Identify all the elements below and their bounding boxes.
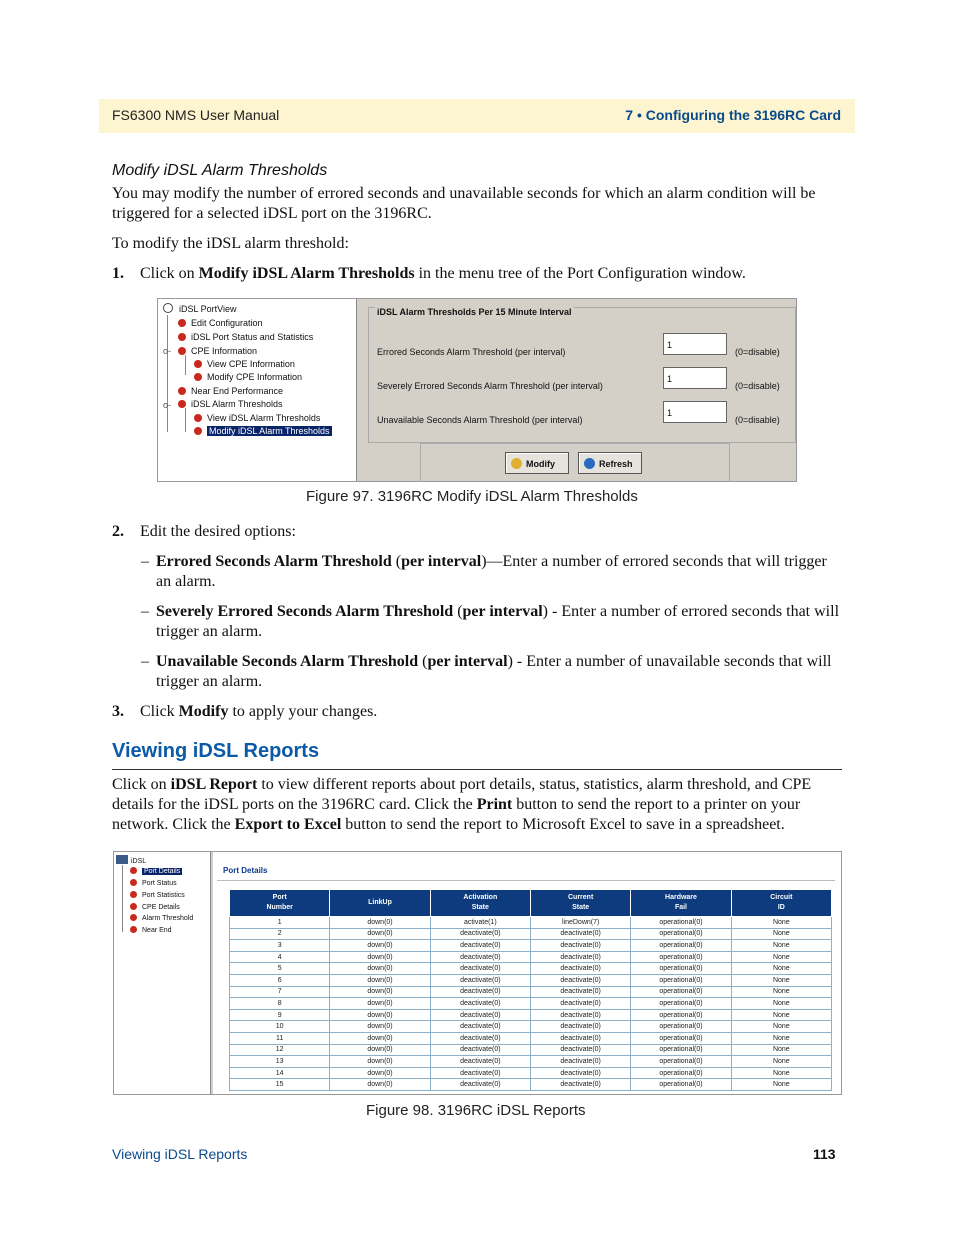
table-cell: None	[731, 963, 831, 975]
table-cell: operational(0)	[631, 963, 731, 975]
refresh-icon	[584, 458, 595, 469]
col-header: Hardware Fail	[631, 890, 731, 917]
table-row	[230, 1056, 832, 1068]
tree-root-label: iDSL PortView	[179, 304, 237, 314]
tree-root	[163, 303, 237, 314]
table-row	[230, 998, 832, 1010]
table-cell: deactivate(0)	[530, 1079, 630, 1091]
table-cell: deactivate(0)	[430, 998, 530, 1010]
col-header: LinkUp	[330, 890, 430, 917]
tree-item-near-end[interactable]: Near End Performance	[178, 386, 283, 396]
step-text: Edit the desired options:	[140, 523, 296, 540]
button-bar	[420, 443, 730, 482]
table-row	[230, 917, 832, 929]
table-cell: operational(0)	[631, 928, 731, 940]
tree-item-port-statistics[interactable]: Port Statistics	[130, 891, 185, 899]
table-cell: deactivate(0)	[530, 986, 630, 998]
arrow-icon	[194, 414, 202, 422]
table-cell: deactivate(0)	[530, 1044, 630, 1056]
arrow-icon	[194, 373, 202, 381]
tree-item-port-status[interactable]: iDSL Port Status and Statistics	[178, 332, 313, 342]
table-cell: None	[731, 917, 831, 929]
option-text: Errored Seconds Alarm Threshold (per interval)—Enter a number of errored seconds that will trigger an alarm.	[156, 553, 827, 590]
arrow-icon	[130, 891, 137, 898]
table-cell: deactivate(0)	[430, 1079, 530, 1091]
table-cell: deactivate(0)	[530, 928, 630, 940]
table-cell: None	[731, 1032, 831, 1044]
tree-item-view-thresholds[interactable]: View iDSL Alarm Thresholds	[194, 413, 320, 423]
step-text-bold: Modify iDSL Alarm Thresholds	[198, 265, 415, 282]
step-text-post: in the menu tree of the Port Configuration window.	[414, 265, 746, 282]
menu-tree	[158, 299, 357, 481]
modify-icon	[511, 458, 522, 469]
table-row	[230, 928, 832, 940]
table-cell: operational(0)	[631, 1044, 731, 1056]
disable-hint: (0=disable)	[735, 415, 780, 425]
table-cell: None	[731, 1044, 831, 1056]
table-cell: deactivate(0)	[530, 1032, 630, 1044]
table-row	[230, 940, 832, 952]
idsl-icon	[116, 855, 128, 864]
tree-item-cpe-information[interactable]: CPE Information	[178, 346, 257, 356]
table-cell: deactivate(0)	[530, 998, 630, 1010]
section-divider	[112, 769, 842, 770]
arrow-icon	[178, 400, 186, 408]
table-cell: 5	[230, 963, 330, 975]
table-cell: down(0)	[330, 1044, 430, 1056]
table-cell: down(0)	[330, 1056, 430, 1068]
figure-97-caption: Figure 97. 3196RC Modify iDSL Alarm Thresholds	[306, 488, 638, 505]
report-tree	[114, 852, 211, 1094]
table-cell: down(0)	[330, 1021, 430, 1033]
table-cell: down(0)	[330, 928, 430, 940]
tree-item-alarm-thresholds[interactable]: iDSL Alarm Thresholds	[178, 399, 283, 409]
table-cell: operational(0)	[631, 974, 731, 986]
table-cell: 3	[230, 940, 330, 952]
step-number: 3.	[112, 703, 124, 720]
col-header: Activation State	[430, 890, 530, 917]
footer-section-title: Viewing iDSL Reports	[112, 1146, 248, 1162]
table-cell: down(0)	[330, 963, 430, 975]
panel-title: iDSL Alarm Thresholds Per 15 Minute Interval	[377, 307, 572, 317]
unavailable-seconds-label: Unavailable Seconds Alarm Threshold (per interval)	[377, 415, 583, 425]
tree-item-alarm-threshold[interactable]: Alarm Threshold	[130, 914, 193, 922]
table-cell: 9	[230, 1009, 330, 1021]
table-row	[230, 951, 832, 963]
tree-item-modify-thresholds[interactable]: Modify iDSL Alarm Thresholds	[194, 426, 332, 436]
table-cell: operational(0)	[631, 1067, 731, 1079]
table-cell: operational(0)	[631, 986, 731, 998]
table-cell: down(0)	[330, 1009, 430, 1021]
step-number: 2.	[112, 523, 124, 540]
arrow-icon	[130, 867, 137, 874]
step-text-pre: Click on	[140, 265, 199, 282]
dash: –	[141, 653, 149, 670]
tree-item-edit-configuration[interactable]: Edit Configuration	[178, 318, 263, 328]
table-cell: deactivate(0)	[430, 1032, 530, 1044]
table-cell: operational(0)	[631, 1021, 731, 1033]
table-cell: activate(1)	[430, 917, 530, 929]
table-cell: 7	[230, 986, 330, 998]
table-row	[230, 1021, 832, 1033]
table-row	[230, 1044, 832, 1056]
errored-seconds-input[interactable]: 1	[663, 333, 727, 355]
report-title: Port Details	[223, 866, 268, 875]
page-header	[99, 99, 855, 133]
table-cell: deactivate(0)	[430, 928, 530, 940]
manual-title: FS6300 NMS User Manual	[112, 107, 280, 123]
table-cell: 13	[230, 1056, 330, 1068]
col-header: Port Number	[230, 890, 330, 917]
table-cell: None	[731, 1009, 831, 1021]
table-header-row	[230, 890, 832, 917]
arrow-icon	[194, 360, 202, 368]
intro-paragraph: You may modify the number of errored seconds and unavailable seconds for which an alarm condition will be triggered for a selected iDSL port on the 3196RC.	[112, 185, 816, 222]
expand-icon[interactable]: o-	[163, 346, 172, 356]
table-cell: deactivate(0)	[530, 940, 630, 952]
table-cell: deactivate(0)	[530, 963, 630, 975]
table-cell: deactivate(0)	[530, 1021, 630, 1033]
page-number: 113	[813, 1146, 836, 1162]
arrow-icon	[130, 903, 137, 910]
table-cell: 14	[230, 1067, 330, 1079]
subsection-title: Modify iDSL Alarm Thresholds	[112, 162, 328, 179]
arrow-icon	[130, 926, 137, 933]
table-cell: 12	[230, 1044, 330, 1056]
table-cell: down(0)	[330, 951, 430, 963]
dash: –	[141, 603, 149, 620]
step-text	[140, 264, 840, 284]
tree-item-cpe-details[interactable]: CPE Details	[130, 903, 180, 911]
table-cell: None	[731, 1067, 831, 1079]
table-cell: None	[731, 974, 831, 986]
table-cell: down(0)	[330, 1032, 430, 1044]
table-cell: deactivate(0)	[430, 963, 530, 975]
table-cell: deactivate(0)	[430, 1067, 530, 1079]
unavailable-seconds-input[interactable]: 1	[663, 401, 727, 423]
table-cell: down(0)	[330, 986, 430, 998]
tree-item-near-end[interactable]: Near End	[130, 926, 172, 934]
tree-item-view-cpe[interactable]: View CPE Information	[194, 359, 295, 369]
expand-icon[interactable]: o-	[163, 400, 172, 410]
table-cell: 4	[230, 951, 330, 963]
chapter-title: 7 • Configuring the 3196RC Card	[625, 107, 841, 123]
table-cell: None	[731, 928, 831, 940]
table-cell: deactivate(0)	[530, 1067, 630, 1079]
table-cell: None	[731, 940, 831, 952]
tree-item-port-status[interactable]: Port Status	[130, 879, 177, 887]
table-cell: down(0)	[330, 917, 430, 929]
table-cell: down(0)	[330, 1079, 430, 1091]
arrow-icon	[130, 914, 137, 921]
errored-seconds-label: Errored Seconds Alarm Threshold (per interval)	[377, 347, 566, 357]
refresh-button[interactable]: Refresh	[578, 452, 642, 474]
arrow-icon	[130, 879, 137, 886]
table-cell: operational(0)	[631, 1032, 731, 1044]
table-cell: 1	[230, 917, 330, 929]
table-cell: None	[731, 1079, 831, 1091]
table-row	[230, 1067, 832, 1079]
table-cell: deactivate(0)	[430, 1009, 530, 1021]
table-cell: deactivate(0)	[530, 1056, 630, 1068]
table-cell: operational(0)	[631, 951, 731, 963]
table-cell: operational(0)	[631, 917, 731, 929]
dash: –	[141, 553, 149, 570]
table-row	[230, 974, 832, 986]
figure-98-screenshot	[113, 851, 842, 1095]
severely-errored-input[interactable]: 1	[663, 367, 727, 389]
tree-root: iDSL	[116, 855, 146, 865]
table-cell: deactivate(0)	[530, 951, 630, 963]
figure-97-screenshot	[157, 298, 797, 482]
table-cell: None	[731, 951, 831, 963]
table-cell: operational(0)	[631, 1009, 731, 1021]
severely-errored-label: Severely Errored Seconds Alarm Threshold (per interval)	[377, 381, 603, 391]
table-cell: deactivate(0)	[530, 974, 630, 986]
table-cell: down(0)	[330, 974, 430, 986]
tree-item-port-details[interactable]: Port Details	[130, 867, 182, 875]
table-cell: deactivate(0)	[430, 986, 530, 998]
table-row	[230, 1079, 832, 1091]
table-cell: down(0)	[330, 1067, 430, 1079]
table-cell: deactivate(0)	[530, 1009, 630, 1021]
table-row	[230, 963, 832, 975]
arrow-icon	[178, 333, 186, 341]
table-cell: deactivate(0)	[430, 974, 530, 986]
table-row	[230, 1032, 832, 1044]
table-cell: 15	[230, 1079, 330, 1091]
table-cell: deactivate(0)	[430, 1056, 530, 1068]
table-cell: down(0)	[330, 998, 430, 1010]
col-header: Current State	[530, 890, 630, 917]
intro-lead: To modify the iDSL alarm threshold:	[112, 235, 349, 252]
figure-98-caption: Figure 98. 3196RC iDSL Reports	[366, 1102, 586, 1119]
title-divider	[217, 880, 835, 881]
table-cell: deactivate(0)	[430, 1044, 530, 1056]
table-cell: operational(0)	[631, 940, 731, 952]
table-cell: operational(0)	[631, 1056, 731, 1068]
threshold-panel	[368, 307, 796, 443]
table-cell: 2	[230, 928, 330, 940]
arrow-icon	[178, 347, 186, 355]
option-text: Unavailable Seconds Alarm Threshold (per interval) - Enter a number of unavailable seconds that will trigger an alarm.	[156, 653, 832, 690]
table-cell: None	[731, 998, 831, 1010]
report-content	[213, 852, 841, 1094]
table-cell: 10	[230, 1021, 330, 1033]
reports-paragraph: Click on iDSL Report to view different reports about port details, status, statistics, alarm threshold, and CPE details for the iDSL ports on the 3196RC card. Click the Print button to send the report to a printer on your network. Click the Export to Excel button to send the report to Microsoft Excel to save in a spreadsheet.	[112, 776, 812, 833]
table-cell: down(0)	[330, 940, 430, 952]
table-row	[230, 1009, 832, 1021]
table-cell: 8	[230, 998, 330, 1010]
table-body	[230, 917, 832, 1091]
step-number: 1.	[112, 265, 124, 282]
table-cell: None	[731, 986, 831, 998]
table-cell: None	[731, 1021, 831, 1033]
modify-button[interactable]: Modify	[505, 452, 569, 474]
table-cell: None	[731, 1056, 831, 1068]
table-cell: 6	[230, 974, 330, 986]
root-node-icon	[163, 303, 173, 313]
tree-item-modify-cpe[interactable]: Modify CPE Information	[194, 372, 302, 382]
section-title: Viewing iDSL Reports	[112, 740, 320, 762]
table-cell: deactivate(0)	[430, 951, 530, 963]
table-cell: operational(0)	[631, 998, 731, 1010]
disable-hint: (0=disable)	[735, 381, 780, 391]
col-header: Circuit ID	[731, 890, 831, 917]
table-cell: deactivate(0)	[430, 940, 530, 952]
table-row	[230, 986, 832, 998]
option-text: Severely Errored Seconds Alarm Threshold (per interval) - Enter a number of errored seconds that will trigger an alarm.	[156, 603, 840, 640]
disable-hint: (0=disable)	[735, 347, 780, 357]
arrow-icon	[178, 319, 186, 327]
step-text: Click Modify to apply your changes.	[140, 703, 378, 720]
table-cell: lineDown(7)	[530, 917, 630, 929]
port-details-table	[229, 889, 832, 1091]
arrow-icon	[178, 387, 186, 395]
arrow-icon	[194, 427, 202, 435]
table-cell: operational(0)	[631, 1079, 731, 1091]
table-cell: 11	[230, 1032, 330, 1044]
table-cell: deactivate(0)	[430, 1021, 530, 1033]
